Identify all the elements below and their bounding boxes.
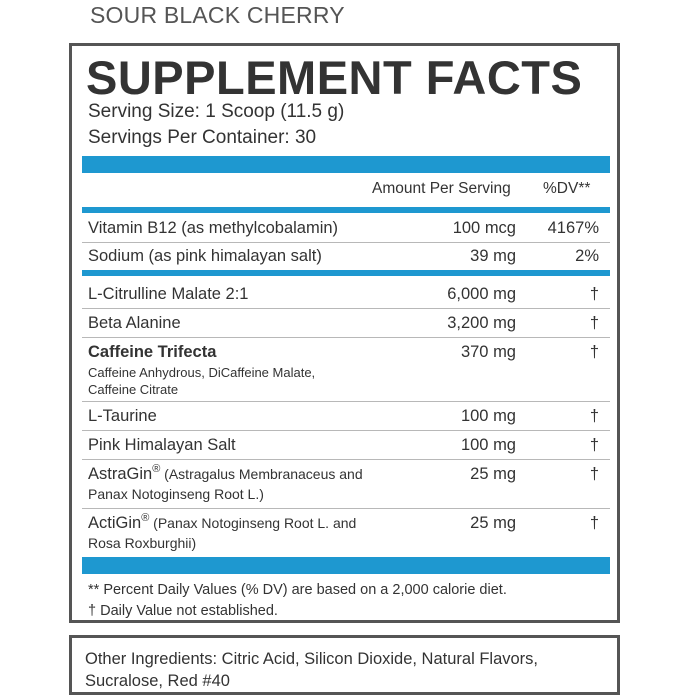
ingredient-amount: 25 mg xyxy=(470,514,516,532)
ingredient-name: L-Citrulline Malate 2:1 xyxy=(88,285,249,303)
section-divider-bar xyxy=(82,270,610,276)
registered-mark: ® xyxy=(141,512,150,524)
header-dv: %DV** xyxy=(543,180,591,197)
row-divider xyxy=(82,459,610,460)
ingredient-dv: † xyxy=(589,343,599,361)
ingredient-name: AstraGin xyxy=(88,465,153,483)
serving-size: Serving Size: 1 Scoop (11.5 g) xyxy=(88,101,345,122)
ingredient-description: Rosa Roxburghii) xyxy=(88,535,197,551)
row-divider xyxy=(82,430,610,431)
other-ingredients-box xyxy=(69,635,620,695)
ingredient-dv: † xyxy=(589,314,599,332)
panel-title: SUPPLEMENT FACTS xyxy=(86,51,583,104)
ingredient-amount: 100 mg xyxy=(460,436,516,454)
supplement-facts-panel xyxy=(69,43,620,623)
vitamin-dv: 4167% xyxy=(547,219,599,237)
ingredient-dv: † xyxy=(589,514,599,532)
row-divider xyxy=(82,337,610,338)
ingredient-amount: 6,000 mg xyxy=(447,285,516,303)
row-divider xyxy=(82,508,610,509)
other-ingredients-text: Other Ingredients: Citric Acid, Silicon Dioxide, Natural Flavors, Sucralose, Red #40 xyxy=(85,650,539,690)
vitamin-name: Vitamin B12 (as methylcobalamin) xyxy=(88,219,339,237)
ingredient-amount: 100 mg xyxy=(460,407,516,425)
ingredient-amount: 370 mg xyxy=(460,343,516,361)
vitamin-amount: 100 mcg xyxy=(452,219,516,237)
footnote-dv: ** Percent Daily Values (% DV) are based on a 2,000 calorie diet. xyxy=(88,582,507,598)
ingredient-dv: † xyxy=(589,407,599,425)
ingredient-description: (Astragalus Membranaceus and xyxy=(160,466,363,482)
registered-mark: ® xyxy=(152,463,161,475)
vitamin-amount: 39 mg xyxy=(470,247,516,265)
ingredient-amount: 25 mg xyxy=(470,465,516,483)
ingredient-description: (Panax Notoginseng Root L. and xyxy=(149,515,357,531)
flavor-label: SOUR BLACK CHERRY xyxy=(90,2,345,28)
ingredient-dv: † xyxy=(589,436,599,454)
vitamin-name: Sodium (as pink himalayan salt) xyxy=(88,247,322,265)
ingredient-description: Panax Notoginseng Root L.) xyxy=(88,486,264,502)
row-divider xyxy=(82,242,610,243)
ingredient-name: Caffeine Trifecta xyxy=(88,343,217,361)
ingredient-subtext: Caffeine Anhydrous, DiCaffeine Malate, xyxy=(88,365,316,380)
ingredient-name-line xyxy=(88,514,356,533)
row-divider xyxy=(82,401,610,402)
footnote-dagger: † Daily Value not established. xyxy=(88,603,278,619)
ingredient-name: Beta Alanine xyxy=(88,314,181,332)
ingredient-name: ActiGin xyxy=(88,514,142,532)
header-amount: Amount Per Serving xyxy=(372,180,511,197)
ingredient-name: L-Taurine xyxy=(88,407,157,425)
ingredient-name-line xyxy=(88,465,363,484)
ingredient-dv: † xyxy=(589,465,599,483)
vitamin-dv: 2% xyxy=(575,247,599,265)
ingredient-name: Pink Himalayan Salt xyxy=(88,436,236,454)
ingredient-dv: † xyxy=(589,285,599,303)
bottom-divider-bar xyxy=(82,557,610,574)
ingredient-subtext: Caffeine Citrate xyxy=(88,382,179,397)
servings-per-container: Servings Per Container: 30 xyxy=(88,127,317,148)
header-divider-bar xyxy=(82,207,610,213)
ingredient-amount: 3,200 mg xyxy=(447,314,516,332)
top-divider-bar xyxy=(82,156,610,173)
row-divider xyxy=(82,308,610,309)
